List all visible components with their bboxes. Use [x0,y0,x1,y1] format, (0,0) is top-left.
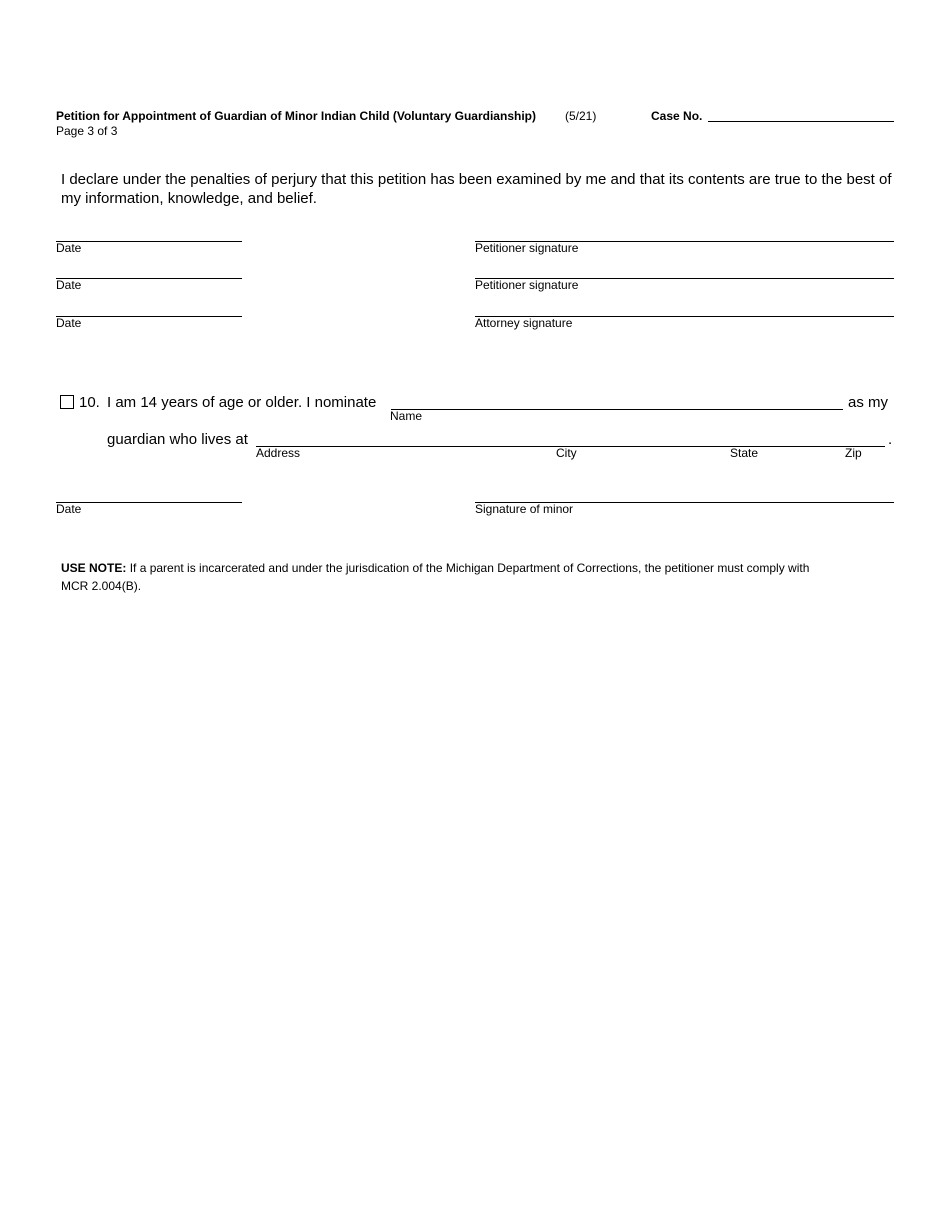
minor-signature-label: Signature of minor [475,502,574,516]
case-no-field[interactable] [708,121,894,122]
state-caption: State [730,446,759,460]
zip-caption: Zip [845,446,862,460]
name-caption: Name [390,409,423,423]
guardian-lives-at-text: guardian who lives at [107,431,248,448]
item10-as-my: as my [848,394,889,411]
item10-text: I am 14 years of age or older. I nominate [107,394,377,411]
date-label-3: Date [56,316,82,330]
page-number: Page 3 of 3 [56,124,118,138]
form-revision: (5/21) [565,109,597,123]
use-note [61,559,861,595]
date-label-2: Date [56,278,82,292]
minor-date-field[interactable] [56,502,242,503]
date-field-1[interactable] [56,241,242,242]
address-caption: Address [256,446,301,460]
form-title: Petition for Appointment of Guardian of Minor Indian Child (Voluntary Guardianship) [56,109,536,123]
address-period: . [888,431,893,448]
petitioner-signature-label-1: Petitioner signature [475,241,579,255]
date-field-3[interactable] [56,316,242,317]
use-note-label: USE NOTE: [61,561,127,575]
nominee-name-field[interactable] [391,409,843,410]
item10-checkbox[interactable] [60,395,74,409]
petitioner-signature-label-2: Petitioner signature [475,278,579,292]
use-note-text-2: MCR 2.004(B). [61,579,142,593]
case-no-label: Case No. [651,109,703,123]
date-field-2[interactable] [56,278,242,279]
city-caption: City [556,446,577,460]
minor-date-label: Date [56,502,82,516]
attorney-signature-label: Attorney signature [475,316,573,330]
perjury-declaration: I declare under the penalties of perjury that this petition has been examined by me and that its contents are true to the best of my information, knowledge, and belief. [61,171,892,207]
use-note-text-1: If a parent is incarcerated and under the jurisdication of the Michigan Department of Corrections, the petitioner must comply with [129,561,810,575]
item10-number: 10. [79,394,100,411]
date-label-1: Date [56,241,82,255]
